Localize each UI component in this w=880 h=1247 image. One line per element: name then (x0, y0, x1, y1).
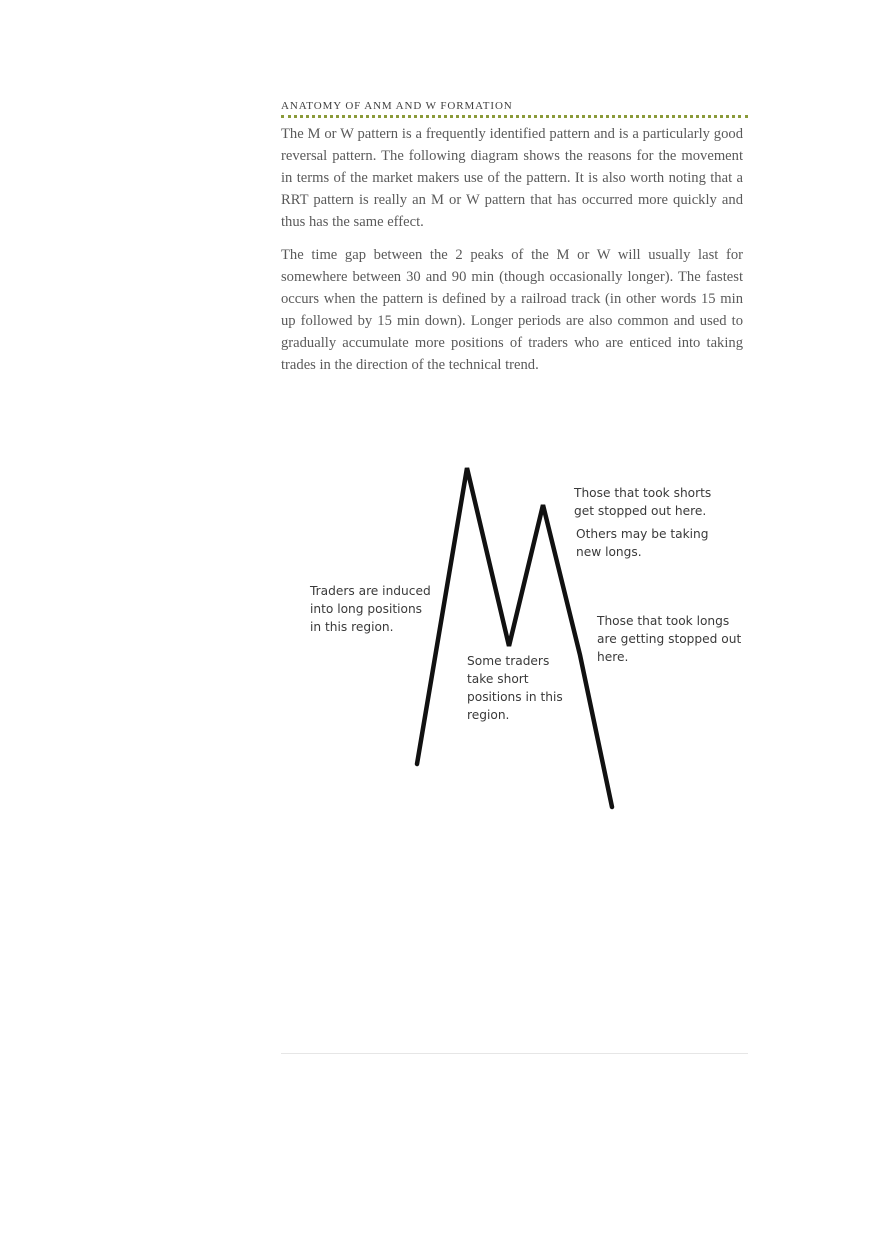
paragraph-intro: The M or W pattern is a frequently identified pattern and is a particularly good reversal pattern. The following diagram shows the reasons for the movement in terms of the market makers use of the pattern. It is also worth noting that a RRT pattern is really an M or W pattern that has occurred more quickly and thus has the same effect. (281, 126, 743, 230)
paragraph-time-gap: The time gap between the 2 peaks of the M or W will usually last for somewhere between 30 and 90 min (though occasionally longer). The fastest occurs when the pattern is defined by a railroad track (in other words 15 min up followed by 15 min down). Longer periods are also common and used to gradually accumulate more positions of traders who are enticed into taking trades in the direction of the technical trend. (281, 247, 743, 373)
label-longs-stopped: Those that took longs are getting stopped out here. (597, 614, 742, 664)
label-new-longs: Others may be taking new longs. (576, 527, 709, 559)
label-long-entry: Traders are induced into long positions in this region. (310, 584, 431, 634)
label-short-entry: Some traders take short positions in this region. (467, 654, 563, 722)
heading-dotted-rule (281, 115, 748, 118)
label-shorts-stopped: Those that took shorts get stopped out here. (574, 486, 712, 518)
section-heading: ANATOMY OF ANM AND W FORMATION (281, 100, 513, 112)
footer-rule (281, 1053, 748, 1054)
